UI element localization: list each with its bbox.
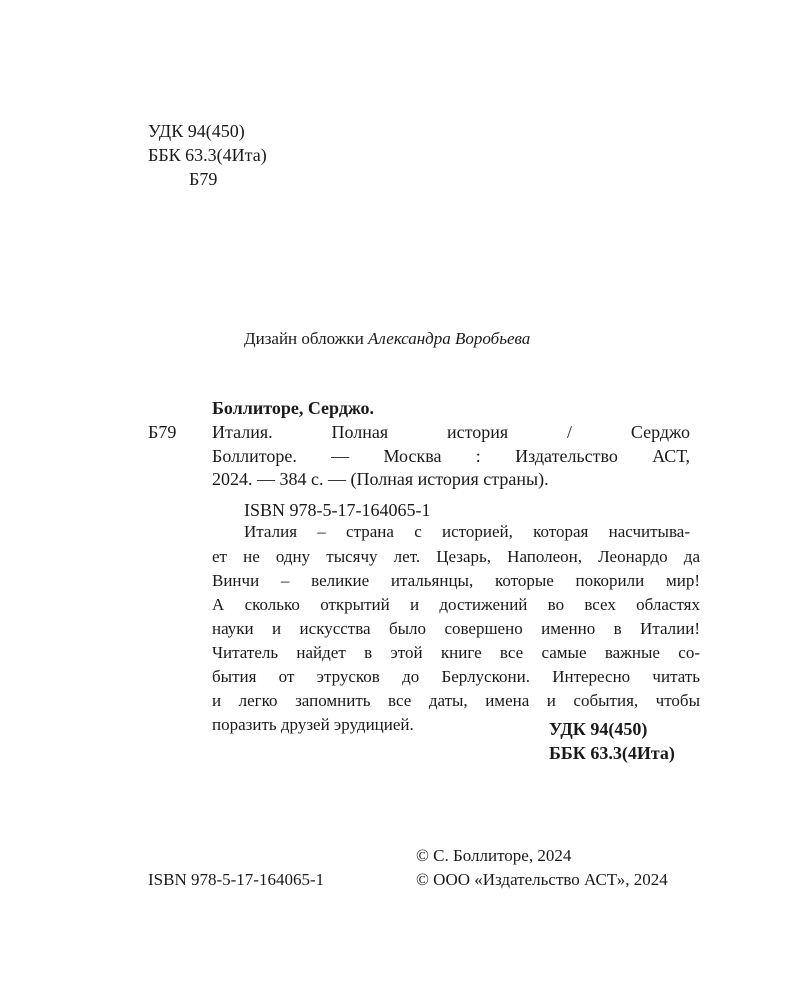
annotation-line: Винчи – великие итальянцы, которые покорили мир! — [212, 571, 700, 590]
bbk-bottom: ББК 63.3(4Ита) — [549, 743, 675, 763]
annotation-line: и легко запомнить все даты, имена и события, чтобы — [212, 691, 700, 710]
copyright-publisher: © ООО «Издательство АСТ», 2024 — [416, 870, 668, 889]
annotation-line: науки и искусства было совершено именно в Италии! — [212, 619, 700, 638]
annotation-line: ет не одну тысячу лет. Цезарь, Наполеон, Леонардо да — [212, 547, 700, 566]
annotation-line: А сколько открытий и достижений во всех областях — [212, 595, 700, 614]
cover-design-credit — [244, 327, 530, 351]
author-heading: Боллиторе, Серджо. — [212, 398, 375, 418]
isbn-footer: ISBN 978-5-17-164065-1 — [148, 870, 325, 889]
bbk-top: ББК 63.3(4Ита) — [148, 145, 267, 165]
udk-bottom: УДК 94(450) — [549, 719, 648, 739]
udk-top: УДК 94(450) — [148, 121, 245, 141]
description-line: Боллиторе. — Москва : Издательство АСТ, — [212, 446, 690, 466]
isbn-record: ISBN 978-5-17-164065-1 — [244, 500, 431, 520]
annotation-line: поразить друзей эрудицией. — [212, 715, 414, 734]
copyright-author: © С. Боллиторе, 2024 — [416, 846, 572, 865]
annotation-line: Италия – страна с историей, которая насчитыва- — [244, 522, 690, 541]
description-line: Италия. Полная история / Серджо — [212, 422, 690, 442]
description-line: 2024. — 384 с. — (Полная история страны). — [212, 469, 549, 489]
author-sign: Б79 — [148, 422, 177, 442]
annotation-line: Читатель найдет в этой книге все самые важные со- — [212, 643, 700, 662]
author-sign-top: Б79 — [189, 169, 218, 189]
cover-designer-name: Александра Воробьева — [368, 329, 531, 348]
cover-design-label: Дизайн обложки — [244, 329, 364, 348]
annotation-line: бытия от этрусков до Берлускони. Интересно читать — [212, 667, 700, 686]
